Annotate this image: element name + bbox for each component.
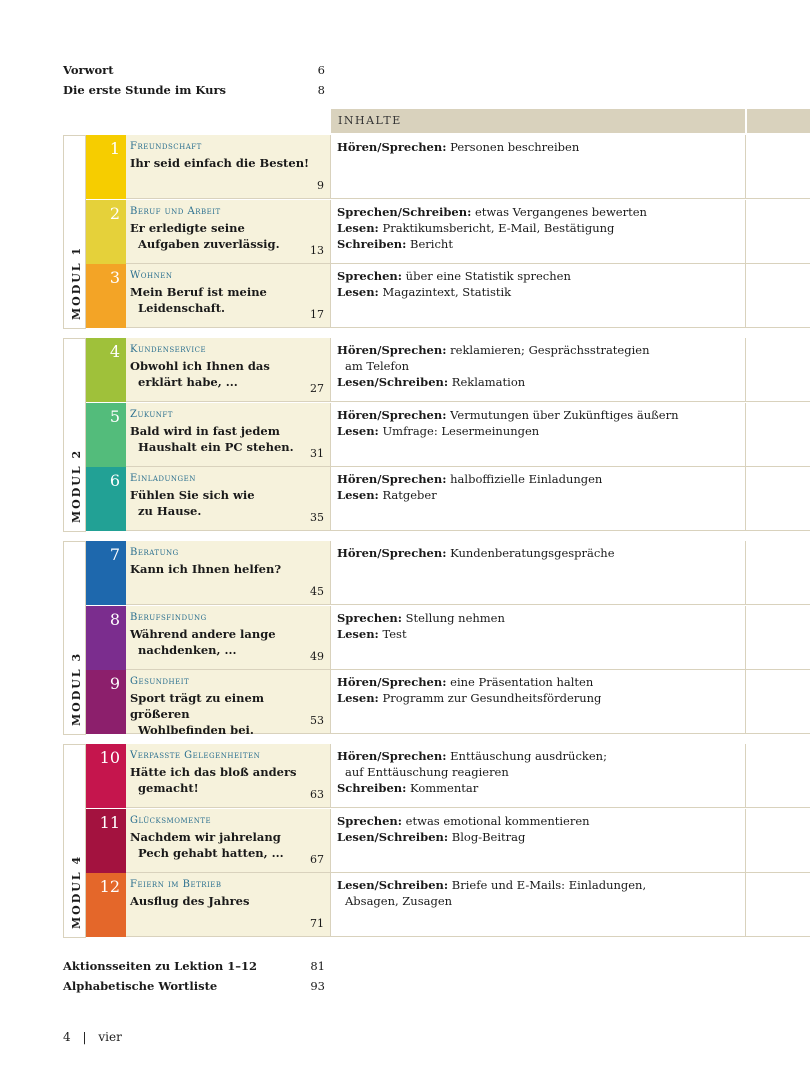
lesson-title-cell: [126, 670, 330, 737]
content-text: etwas Vergangenes bewerten: [471, 204, 647, 219]
content-line: [337, 269, 571, 283]
lesson-topic: Feiern im Betrieb: [130, 879, 222, 890]
module-1: [63, 135, 810, 329]
toc-entry-wortliste[interactable]: [63, 977, 325, 995]
lesson-number-block: [86, 670, 126, 734]
skill-label: Lesen:: [337, 220, 379, 235]
lesson-title-cell: [126, 541, 330, 605]
lesson-title-line: Sport trägt zu einem größeren: [130, 691, 264, 721]
lesson-content-cell: [330, 873, 746, 937]
content-text: auf Enttäuschung reagieren: [345, 765, 509, 779]
skill-label: Lesen:: [337, 423, 379, 438]
content-line: [337, 472, 602, 486]
content-text: Praktikumsbericht, E-Mail, Bestätigung: [378, 220, 615, 235]
lesson-title: [130, 220, 326, 252]
lesson-page: 9: [317, 179, 324, 192]
skill-label: Hören/Sprechen:: [337, 407, 447, 422]
lesson-page: 53: [310, 714, 324, 727]
content-line: [337, 424, 539, 438]
lesson-title-line: Kann ich Ihnen helfen?: [130, 562, 282, 576]
content-text: über eine Statistik sprechen: [402, 269, 571, 283]
lesson-row[interactable]: [86, 403, 810, 467]
lesson-title-cell: [126, 467, 330, 531]
lesson-title-cell: [126, 744, 330, 808]
lesson-page: 31: [310, 446, 324, 460]
skill-label: Lesen:: [337, 691, 379, 705]
content-text: Kommentar: [406, 781, 479, 795]
lesson-content-cell: [330, 744, 746, 808]
lesson-content-cell: [330, 135, 746, 199]
content-line: [337, 691, 601, 705]
lesson-row[interactable]: [86, 200, 810, 264]
content-line: [337, 627, 407, 641]
lesson-title-line: Obwohl ich Ihnen das: [130, 359, 270, 373]
lesson-page: 35: [310, 511, 324, 524]
lesson-extra-cell: [746, 403, 810, 467]
lesson-content-cell: [330, 809, 746, 873]
skill-label: Sprechen/Schreiben:: [337, 204, 472, 219]
lesson-topic: Gesundheit: [130, 676, 190, 687]
module-label-text: MODUL 1: [69, 245, 83, 320]
toc-entry-label: Die erste Stunde im Kurs: [63, 83, 227, 97]
module-label: [63, 541, 86, 735]
lesson-topic: Wohnen: [130, 270, 173, 281]
lesson-row[interactable]: [86, 467, 810, 531]
lesson-title-line: Ihr seid einfach die Besten!: [130, 156, 310, 170]
content-line: [337, 343, 650, 357]
skill-label: Lesen:: [337, 285, 379, 299]
lesson-number: 5: [109, 406, 120, 426]
lesson-topic: Beruf und Arbeit: [130, 205, 221, 217]
lesson-number: 10: [99, 748, 120, 767]
toc-entry-page: 81: [310, 959, 325, 973]
module-4: [63, 744, 810, 938]
content-line: [337, 375, 525, 389]
lesson-content-cell: [330, 200, 746, 264]
skill-label: Schreiben:: [337, 236, 407, 251]
toc-entry-aktionsseiten[interactable]: [63, 957, 325, 975]
lesson-title-line: Nachdem wir jahrelang: [130, 829, 281, 844]
toc-entry-vorwort[interactable]: [63, 61, 325, 79]
lesson-number: 11: [99, 812, 120, 832]
skill-label: Hören/Sprechen:: [337, 343, 447, 357]
lesson-topic: Beratung: [130, 547, 179, 558]
lesson-row[interactable]: [86, 135, 810, 199]
lesson-page: 17: [310, 308, 324, 321]
lesson-title: [130, 829, 326, 861]
module-2: [63, 338, 810, 532]
skill-label: Lesen:: [337, 488, 379, 502]
lesson-content-cell: [330, 467, 746, 531]
content-line: [337, 205, 647, 219]
lesson-title: [130, 284, 326, 316]
skill-label: Hören/Sprechen:: [337, 140, 447, 154]
module-3: [63, 541, 810, 735]
lesson-title-cell: [126, 200, 330, 264]
lesson-extra-cell: [746, 264, 810, 328]
lesson-title: [130, 893, 326, 909]
lesson-extra-cell: [746, 338, 810, 402]
content-line: [337, 546, 615, 560]
toc-entry-page: 93: [310, 979, 325, 993]
page-footer: [63, 1030, 122, 1044]
lesson-number-block: [86, 809, 126, 873]
toc-entry-erste-stunde[interactable]: [63, 81, 325, 99]
toc-entry-label: Aktionsseiten zu Lektion 1–12: [63, 959, 257, 973]
header-divider: [745, 109, 747, 133]
lesson-number-block: [86, 338, 126, 402]
content-text: Magazintext, Statistik: [378, 285, 512, 299]
content-text: Absagen, Zusagen: [345, 894, 453, 908]
lesson-extra-cell: [746, 744, 810, 808]
lesson-title-line: Leidenschaft.: [138, 301, 226, 315]
lesson-number-block: [86, 200, 126, 264]
lesson-number-block: [86, 403, 126, 467]
lesson-title-line: Pech gehabt hatten, ...: [138, 845, 284, 860]
skill-label: Lesen/Schreiben:: [337, 829, 449, 844]
content-line: [345, 359, 409, 373]
skill-label: Lesen/Schreiben:: [337, 375, 449, 389]
content-text: Personen beschreiben: [446, 140, 580, 154]
content-text: reklamieren; Gesprächsstrategien: [446, 343, 650, 357]
content-text: etwas emotional kommentieren: [402, 813, 590, 828]
content-text: Kundenberatungsgespräche: [446, 546, 615, 560]
lesson-extra-cell: [746, 809, 810, 873]
lesson-number: 6: [109, 471, 120, 490]
lesson-topic: Verpasste Gelegenheiten: [130, 750, 261, 761]
content-text: Vermutungen über Zukünftiges äußern: [446, 407, 679, 422]
lesson-content-cell: [330, 264, 746, 328]
lesson-title-cell: [126, 403, 330, 467]
content-line: [337, 237, 453, 251]
lesson-title: [130, 764, 326, 796]
lesson-title-line: zu Hause.: [138, 504, 202, 518]
lesson-topic: Einladungen: [130, 473, 196, 484]
lesson-row[interactable]: [86, 670, 810, 737]
lesson-row[interactable]: [86, 338, 810, 402]
lesson-title-line: erklärt habe, ...: [138, 375, 238, 389]
skill-label: Lesen/Schreiben:: [337, 878, 449, 892]
lesson-title-cell: [126, 135, 330, 199]
content-line: [337, 781, 478, 795]
content-text: Bericht: [406, 236, 453, 251]
footer-page-word: vier: [98, 1030, 122, 1044]
lesson-extra-cell: [746, 200, 810, 264]
skill-label: Hören/Sprechen:: [337, 546, 447, 560]
lesson-number: 2: [109, 203, 120, 223]
content-text: Stellung nehmen: [402, 610, 505, 625]
lesson-content-cell: [330, 403, 746, 467]
lesson-content-cell: [330, 606, 746, 670]
lesson-topic: Berufsfindung: [130, 611, 207, 623]
lesson-topic: Zukunft: [130, 408, 173, 420]
lesson-number-block: [86, 744, 126, 808]
lesson-title-cell: [126, 873, 330, 937]
content-text: Umfrage: Lesermeinungen: [378, 423, 540, 438]
lesson-extra-cell: [746, 670, 810, 734]
skill-label: Sprechen:: [337, 813, 403, 828]
lesson-title: [130, 358, 326, 390]
lesson-extra-cell: [746, 873, 810, 937]
lesson-page: 67: [310, 852, 324, 866]
inhalte-header-label: INHALTE: [338, 114, 402, 127]
content-text: eine Präsentation halten: [446, 675, 594, 689]
skill-label: Hören/Sprechen:: [337, 675, 447, 689]
lesson-extra-cell: [746, 606, 810, 670]
skill-label: Lesen:: [337, 626, 379, 641]
lesson-number-block: [86, 264, 126, 328]
lesson-page: 49: [310, 649, 324, 663]
lesson-row[interactable]: [86, 541, 810, 605]
lesson-title-cell: [126, 809, 330, 873]
content-line: [337, 221, 614, 235]
content-line: [337, 140, 579, 154]
content-text: Briefe und E-Mails: Einladungen,: [448, 878, 647, 892]
content-line: [337, 285, 511, 299]
lesson-content-cell: [330, 338, 746, 402]
skill-label: Sprechen:: [337, 610, 403, 625]
lesson-row[interactable]: [86, 264, 810, 328]
lesson-number-block: [86, 135, 126, 199]
module-label: [63, 338, 86, 532]
lesson-title-line: Haushalt ein PC stehen.: [138, 439, 294, 454]
lesson-topic: Kundenservice: [130, 344, 207, 355]
lesson-row[interactable]: [86, 873, 810, 937]
content-line: [337, 675, 593, 689]
content-line: [337, 488, 437, 502]
lesson-extra-cell: [746, 135, 810, 199]
toc-entry-label: Vorwort: [63, 63, 114, 77]
lesson-title-cell: [126, 338, 330, 402]
lesson-number: 4: [109, 342, 120, 361]
lesson-title-line: Mein Beruf ist meine: [130, 285, 267, 299]
lesson-topic: Glücksmomente: [130, 814, 212, 826]
lesson-number-block: [86, 467, 126, 531]
lesson-title-line: Hätte ich das bloß anders: [130, 765, 297, 779]
skill-label: Hören/Sprechen:: [337, 749, 447, 763]
lesson-title-line: nachdenken, ...: [138, 642, 237, 657]
content-line: [337, 814, 590, 828]
content-line: [345, 765, 509, 779]
inhalte-header: [331, 109, 810, 133]
lesson-content-cell: [330, 541, 746, 605]
content-text: am Telefon: [345, 359, 410, 373]
lesson-title: [130, 626, 326, 658]
lesson-number: 3: [109, 268, 120, 287]
content-text: Enttäuschung ausdrücken;: [446, 749, 607, 763]
content-line: [345, 894, 452, 908]
toc-entry-page: 6: [317, 63, 325, 77]
content-line: [337, 878, 646, 892]
lesson-row[interactable]: [86, 606, 810, 670]
lesson-title: [130, 423, 326, 455]
lesson-title-line: Fühlen Sie sich wie: [130, 488, 255, 502]
lesson-title-line: Wohlbefinden bei.: [138, 723, 254, 737]
lesson-topic: Freundschaft: [130, 141, 202, 152]
lesson-title: [130, 155, 326, 171]
lesson-number: 7: [109, 545, 120, 564]
lesson-title: [130, 561, 326, 577]
lesson-title-cell: [126, 606, 330, 670]
lesson-number-block: [86, 606, 126, 670]
module-label-text: MODUL 4: [69, 854, 83, 929]
toc-entry-label: Alphabetische Wortliste: [63, 979, 218, 993]
lesson-row[interactable]: [86, 809, 810, 873]
lesson-page: 13: [310, 243, 324, 257]
content-text: Blog-Beitrag: [448, 829, 526, 844]
footer-separator: |: [82, 1030, 87, 1044]
module-label-text: MODUL 3: [69, 651, 83, 726]
lesson-number-block: [86, 541, 126, 605]
lesson-page: 63: [310, 788, 324, 801]
content-line: [337, 611, 505, 625]
module-label: [63, 744, 86, 938]
skill-label: Hören/Sprechen:: [337, 472, 447, 486]
lesson-number: 8: [109, 609, 120, 629]
content-text: halboffizielle Einladungen: [446, 472, 603, 486]
lesson-content-cell: [330, 670, 746, 734]
content-text: Ratgeber: [378, 488, 437, 502]
content-text: Programm zur Gesundheitsförderung: [378, 691, 602, 705]
content-line: [337, 830, 525, 844]
content-text: Test: [378, 626, 407, 641]
footer-page-number: 4: [63, 1030, 71, 1044]
lesson-number-block: [86, 873, 126, 937]
lesson-title-line: Aufgaben zuverlässig.: [138, 236, 280, 251]
module-label-text: MODUL 2: [69, 448, 83, 523]
content-line: [337, 408, 679, 422]
lesson-number: 12: [99, 877, 120, 896]
lesson-title-line: Bald wird in fast jedem: [130, 423, 280, 438]
lesson-page: 27: [310, 382, 324, 395]
lesson-title-line: Er erledigte seine: [130, 220, 245, 235]
lesson-number: 9: [109, 674, 120, 693]
content-text: Reklamation: [448, 375, 526, 389]
lesson-title-cell: [126, 264, 330, 328]
lesson-page: 71: [310, 917, 324, 930]
lesson-title-line: gemacht!: [138, 781, 199, 795]
lesson-title: [130, 690, 326, 738]
lesson-title: [130, 487, 326, 519]
module-label: [63, 135, 86, 329]
lesson-extra-cell: [746, 467, 810, 531]
lesson-title-line: Ausflug des Jahres: [130, 894, 250, 908]
skill-label: Sprechen:: [337, 269, 403, 283]
skill-label: Schreiben:: [337, 781, 407, 795]
lesson-extra-cell: [746, 541, 810, 605]
content-line: [337, 749, 607, 763]
lesson-title-line: Während andere lange: [130, 626, 276, 641]
lesson-number: 1: [109, 139, 120, 158]
lesson-row[interactable]: [86, 744, 810, 808]
lesson-page: 45: [310, 585, 324, 598]
toc-entry-page: 8: [317, 83, 325, 97]
